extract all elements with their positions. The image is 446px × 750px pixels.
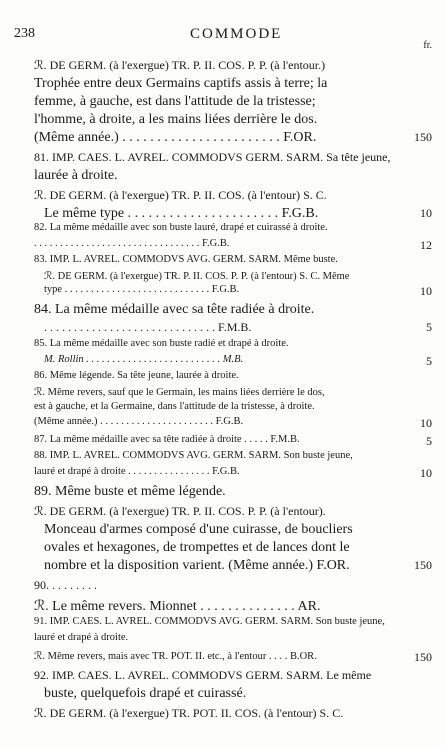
price-value: 5	[426, 354, 432, 368]
catalogue-text: buste, quelquefois drapé et cuirassé.	[44, 686, 247, 701]
catalogue-text: 89. Même buste et même légende.	[34, 484, 226, 499]
catalogue-text: ovales et hexagones, de trompettes et de lances dont le	[44, 540, 350, 555]
page-title: COMMODE	[190, 26, 283, 42]
catalogue-text: ℛ. DE GERM. (à l'exergue) TR. P. II. COS. P. P. (à l'entour).	[34, 504, 326, 518]
catalogue-text: 85. La même médaille avec son buste radié et drapé à droite.	[34, 338, 289, 349]
catalogue-text: 91. IMP. CAES. L. AVREL. COMMODVS AVG. GERM. SARM. Son buste jeune,	[34, 616, 385, 627]
catalogue-text: ℛ. DE GERM. (à l'exergue) TR. P. II. COS. P. P. (à l'entour) S. C. Même	[44, 271, 350, 282]
catalogue-text: 92. IMP. CAES. L. AVREL. COMMODVS GERM. SARM. Le même	[34, 668, 372, 682]
price-value: 5	[426, 434, 432, 448]
catalogue-text: ℛ. Même revers, sauf que le Germain, les mains liées derrière le dos,	[34, 387, 325, 398]
catalogue-text: 83. IMP. L. AVREL. COMMODVS AVG. GERM. SARM. Même buste.	[34, 254, 338, 265]
price-value: 12	[420, 238, 432, 252]
page-header	[0, 0, 446, 51]
catalogue-text: ℛ. DE GERM. (à l'exergue) TR. P. II. COS. P. P. (à l'entour.)	[34, 58, 326, 72]
catalogue-text: (Même année.) . . . . . . . . . . . . . . . . . . . . . . . F.OR.	[34, 130, 317, 145]
catalogue-text: femme, à gauche, est dans l'attitude de la tristesse;	[34, 94, 316, 109]
catalogue-text: 86. Même légende. Sa tête jeune, laurée à droite.	[34, 370, 239, 381]
catalogue-text: 84. La même médaille avec sa tête radiée à droite.	[34, 302, 315, 317]
catalogue-text: Le même type . . . . . . . . . . . . . . . . . . . . . . F.G.B.	[44, 206, 319, 221]
catalogue-text: 90. . . . . . . . .	[34, 578, 97, 592]
catalogue-text: nombre et la disposition varient. (Même année.) F.OR.	[44, 558, 350, 573]
catalogue-text: M. Rollin . . . . . . . . . . . . . . . . . . . . . . . . . . M.B.	[44, 354, 244, 365]
price-value: 150	[414, 130, 432, 144]
catalogue-text: (Même année.) . . . . . . . . . . . . . . . . . . . . . . F.G.B.	[34, 416, 244, 427]
catalogue-text: 81. IMP. CAES. L. AVREL. COMMODVS GERM. SARM. Sa tête jeune,	[34, 150, 391, 164]
page-number: 238	[14, 26, 35, 41]
catalogue-text: lauré et drapé à droite.	[34, 632, 129, 643]
price-value: 5	[426, 320, 432, 334]
catalogue-text: lauré et drapé à droite . . . . . . . . . . . . . . . . F.G.B.	[34, 466, 240, 477]
catalogue-text: ℛ. Même revers, mais avec TR. POT. II. etc., à l'entour . . . . B.OR.	[34, 651, 317, 662]
price-value: 10	[420, 416, 432, 430]
catalogue-text: . . . . . . . . . . . . . . . . . . . . . . . . . . . . . F.M.B.	[44, 320, 252, 334]
catalogue-text: ℛ. DE GERM. (à l'exergue) TR. P. II. COS. (à l'entour) S. C.	[34, 188, 327, 202]
price-value: 150	[414, 558, 432, 572]
price-value: 10	[420, 284, 432, 298]
catalogue-text: ℛ. Le même revers. Mionnet . . . . . . . . . . . . . . AR.	[34, 599, 321, 614]
catalogue-text: 88. IMP. L. AVREL. COMMODVS AVG. GERM. SARM. Son buste jeune,	[34, 450, 353, 461]
catalogue-text: Monceau d'armes composé d'une cuirasse, de boucliers	[44, 522, 353, 537]
catalogue-text: est à gauche, et la Germaine, dans l'attitude de la tristesse, à droite.	[34, 401, 315, 412]
catalogue-text: laurée à droite.	[34, 168, 118, 183]
catalogue-text: l'homme, à droite, a les mains liées derrière le dos.	[34, 112, 318, 127]
catalogue-text: Trophée entre deux Germains captifs assis à terre; la	[34, 76, 328, 91]
catalogue-text: ℛ. DE GERM. (à l'exergue) TR. POT. II. COS. (à l'entour) S. C.	[34, 706, 344, 720]
catalogue-text: 82. La même médaille avec son buste lauré, drapé et cuirassé à droite.	[34, 222, 328, 233]
catalogue-text: type . . . . . . . . . . . . . . . . . . . . . . . . . . . . F.G.B.	[44, 284, 240, 295]
column-heading: fr.	[423, 40, 432, 51]
price-value: 10	[420, 466, 432, 480]
price-value: 150	[414, 650, 432, 664]
catalogue-text: 87. La même médaille avec sa tête radiée à droite . . . . . F.M.B.	[34, 434, 300, 445]
catalogue-text: . . . . . . . . . . . . . . . . . . . . . . . . . . . . . . . . F.G.B.	[34, 238, 230, 249]
price-value: 10	[420, 206, 432, 220]
